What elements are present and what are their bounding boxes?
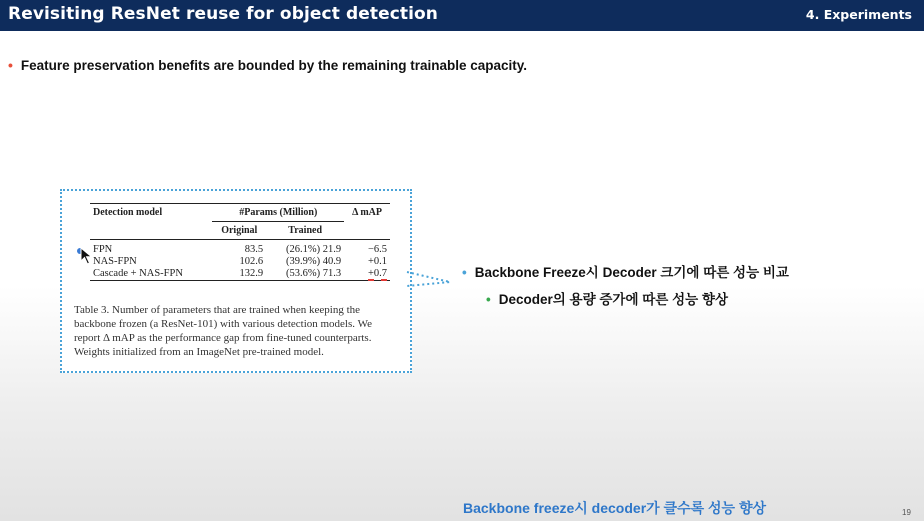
cell-delta: −6.5 bbox=[367, 244, 387, 255]
cell-model: Cascade + NAS-FPN bbox=[93, 268, 183, 279]
footer-note: Backbone freeze시 decoder가 클수록 성능 향상 bbox=[463, 500, 767, 516]
section-label: 4. Experiments bbox=[805, 7, 912, 22]
mouse-cursor-icon bbox=[80, 247, 94, 265]
callout-pointer bbox=[405, 270, 455, 290]
cell-delta bbox=[344, 268, 390, 281]
table-row bbox=[90, 268, 390, 281]
bullet-dot-icon: • bbox=[486, 292, 491, 307]
cell-delta: +0.1 bbox=[367, 256, 387, 267]
side-bullets bbox=[462, 261, 789, 308]
col-header-params: #Params (Million) bbox=[212, 204, 344, 222]
main-bullet-text: Feature preservation benefits are bounded by the remaining trainable capacity. bbox=[20, 58, 528, 73]
cell-model: NAS-FPN bbox=[93, 256, 137, 267]
col-header-delta: Δ mAP bbox=[352, 207, 383, 218]
side-bullet-1 bbox=[462, 261, 789, 281]
table-caption: Table 3. Number of parameters that are trained when keeping the backbone frozen (a ResNet-101) with various detection models. We report Δ mAP as the performance gap from fine-tuned counterparts. Weights initialized from an ImageNet pre-trained model. bbox=[74, 304, 372, 358]
page-number: 19 bbox=[902, 508, 911, 517]
bullet-dot-icon: • bbox=[8, 57, 13, 73]
col-header-original: Original bbox=[221, 225, 258, 236]
main-bullet bbox=[8, 57, 527, 73]
col-header-model: Detection model bbox=[93, 207, 163, 218]
highlighted-delta: +0.7 bbox=[367, 268, 387, 279]
slide-title: Revisiting ResNet reuse for object detection bbox=[8, 4, 439, 24]
table-row bbox=[90, 256, 390, 268]
cell-trained: (26.1%) 21.9 bbox=[286, 244, 342, 255]
side-bullet-2-text: Decoder의 용량 증가에 따른 성능 향상 bbox=[498, 292, 728, 307]
results-table-wrap bbox=[90, 203, 390, 281]
cell-trained: (53.6%) 71.3 bbox=[286, 268, 342, 279]
cell-trained: (39.9%) 40.9 bbox=[286, 256, 342, 267]
cell-original: 102.6 bbox=[239, 256, 264, 267]
cell-original: 132.9 bbox=[239, 268, 264, 279]
side-bullet-2 bbox=[486, 288, 789, 308]
cell-original: 83.5 bbox=[244, 244, 264, 255]
results-table bbox=[90, 203, 390, 281]
bullet-dot-icon: • bbox=[462, 265, 467, 280]
table-row bbox=[90, 244, 390, 256]
slide-header bbox=[0, 0, 924, 31]
table-figure bbox=[60, 189, 412, 373]
col-header-trained: Trained bbox=[288, 225, 323, 236]
cell-model: FPN bbox=[93, 244, 113, 255]
side-bullet-1-text: Backbone Freeze시 Decoder 크기에 따른 성능 비교 bbox=[474, 265, 789, 280]
